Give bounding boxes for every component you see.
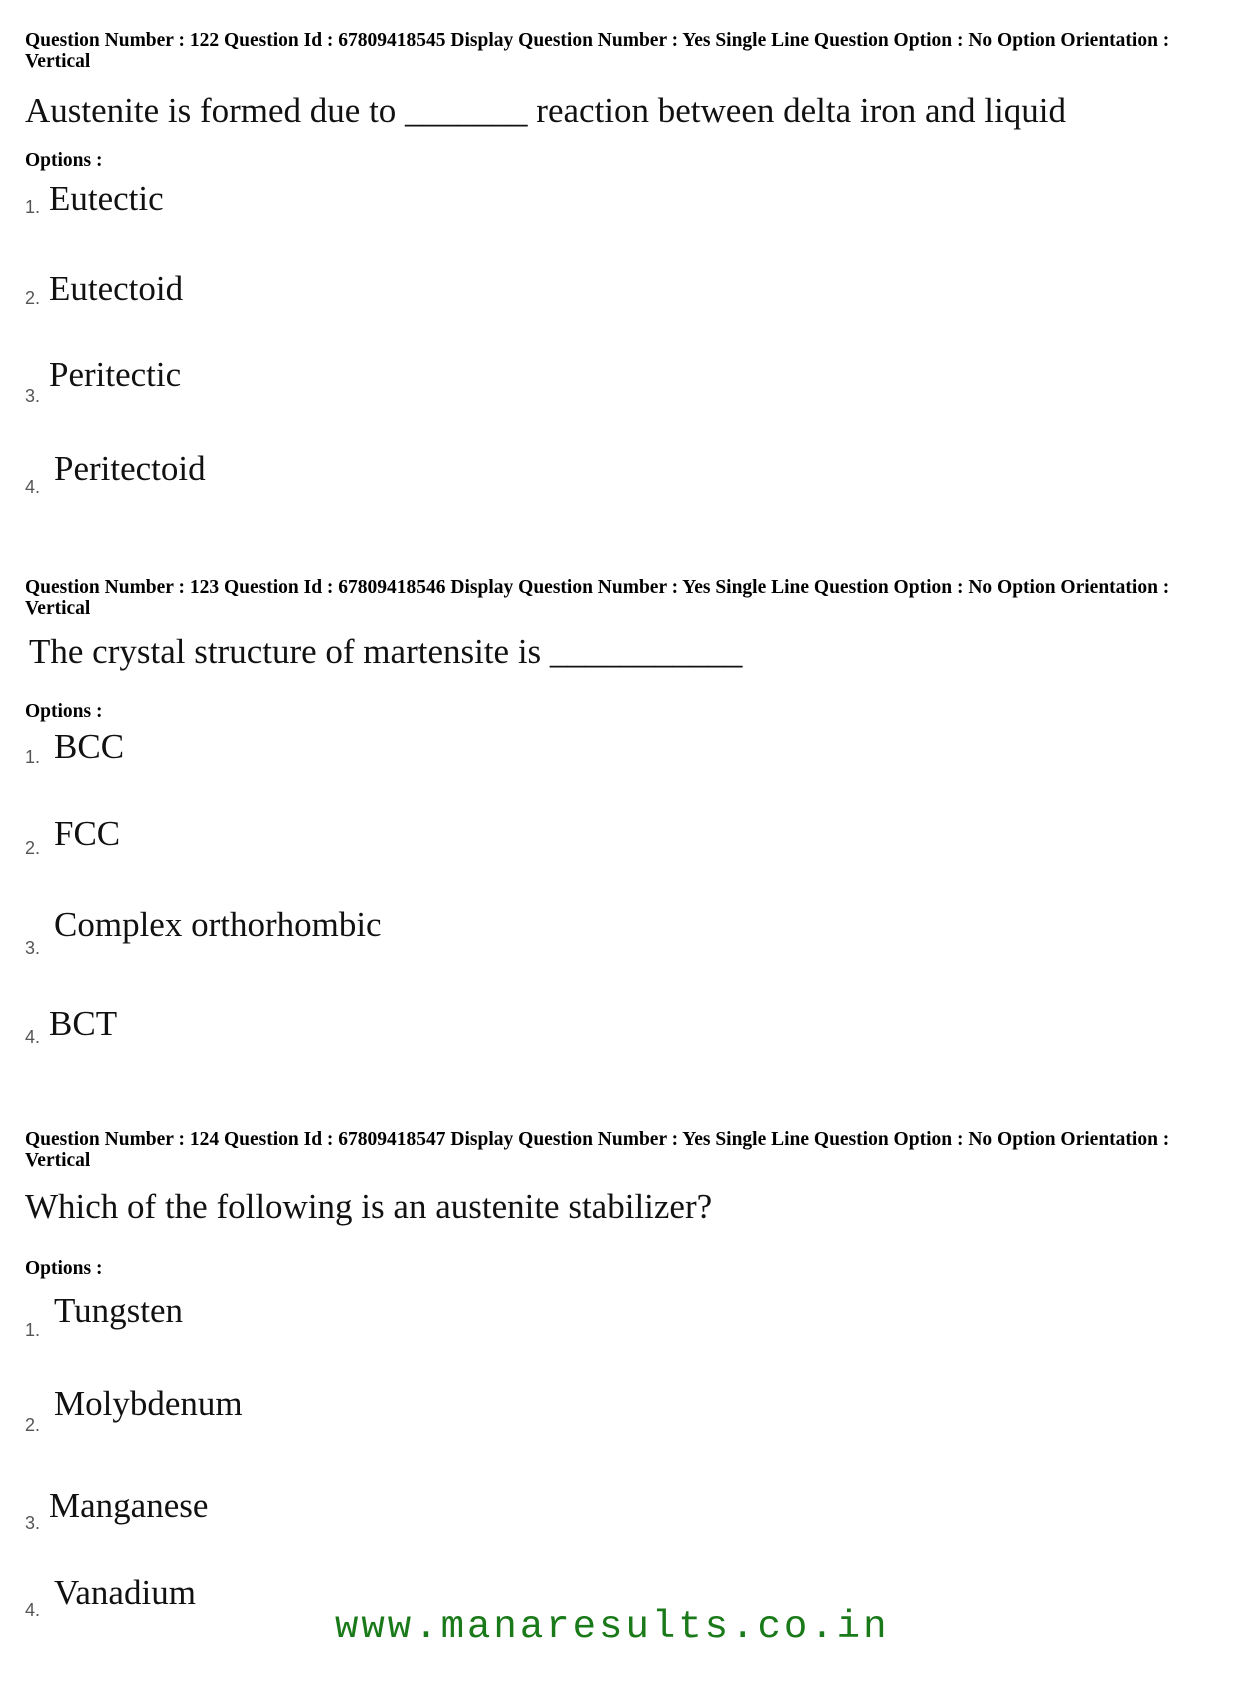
option-number: 4. [25,477,41,497]
option-text: Complex orthorhombic [54,905,382,944]
option-number: 2. [25,838,41,858]
option-number: 3. [25,1513,41,1533]
question-123-options-label: Options : [25,701,103,722]
question-122-option-1 [25,179,625,233]
question-122-option-2 [25,269,625,324]
option-text: BCT [49,1004,118,1043]
option-text: Molybdenum [54,1384,243,1423]
option-text: BCC [54,727,125,766]
question-124-text: Which of the following is an austenite stabilizer? [25,1187,713,1226]
question-122-options-label: Options : [25,150,103,171]
question-124-option-1 [25,1291,625,1347]
option-number: 4. [25,1600,41,1620]
option-number: 3. [25,386,41,406]
option-number: 1. [25,747,41,767]
question-122-meta: Question Number : 122 Question Id : 67809418545 Display Question Number : Yes Single Line Question Option : No Option Orientation : Vertical [25,30,1170,72]
option-text: Vanadium [54,1573,196,1612]
option-number: 4. [25,1027,41,1047]
question-123-option-3 [25,905,625,961]
option-text: Manganese [49,1486,209,1525]
question-122-text: Austenite is formed due to _______ reaction between delta iron and liquid [25,91,1066,130]
question-124-options-label: Options : [25,1258,103,1279]
site-watermark: www.manaresults.co.in [335,1605,890,1649]
question-124-option-2 [25,1384,625,1440]
option-text: Eutectoid [49,269,184,308]
question-123-option-2 [25,814,625,870]
option-text: FCC [54,814,121,853]
question-124-option-3 [25,1486,625,1544]
question-122-option-3 [25,355,625,411]
option-text: Peritectoid [54,449,206,488]
question-123-meta: Question Number : 123 Question Id : 67809418546 Display Question Number : Yes Single Line Question Option : No Option Orientation : Vertical [25,577,1170,619]
option-number: 1. [25,197,41,217]
question-123-option-4 [25,1004,625,1060]
option-number: 2. [25,288,41,308]
option-text: Eutectic [49,179,164,218]
question-123-text: The crystal structure of martensite is ___________ [29,632,743,671]
option-text: Tungsten [54,1291,184,1330]
option-number: 2. [25,1415,41,1435]
option-number: 3. [25,938,41,958]
question-124-meta: Question Number : 124 Question Id : 67809418547 Display Question Number : Yes Single Line Question Option : No Option Orientation : Vertical [25,1129,1170,1171]
option-text: Peritectic [49,355,182,394]
question-123-option-1 [25,727,625,782]
option-number: 1. [25,1320,41,1340]
question-122-option-4 [25,449,625,505]
